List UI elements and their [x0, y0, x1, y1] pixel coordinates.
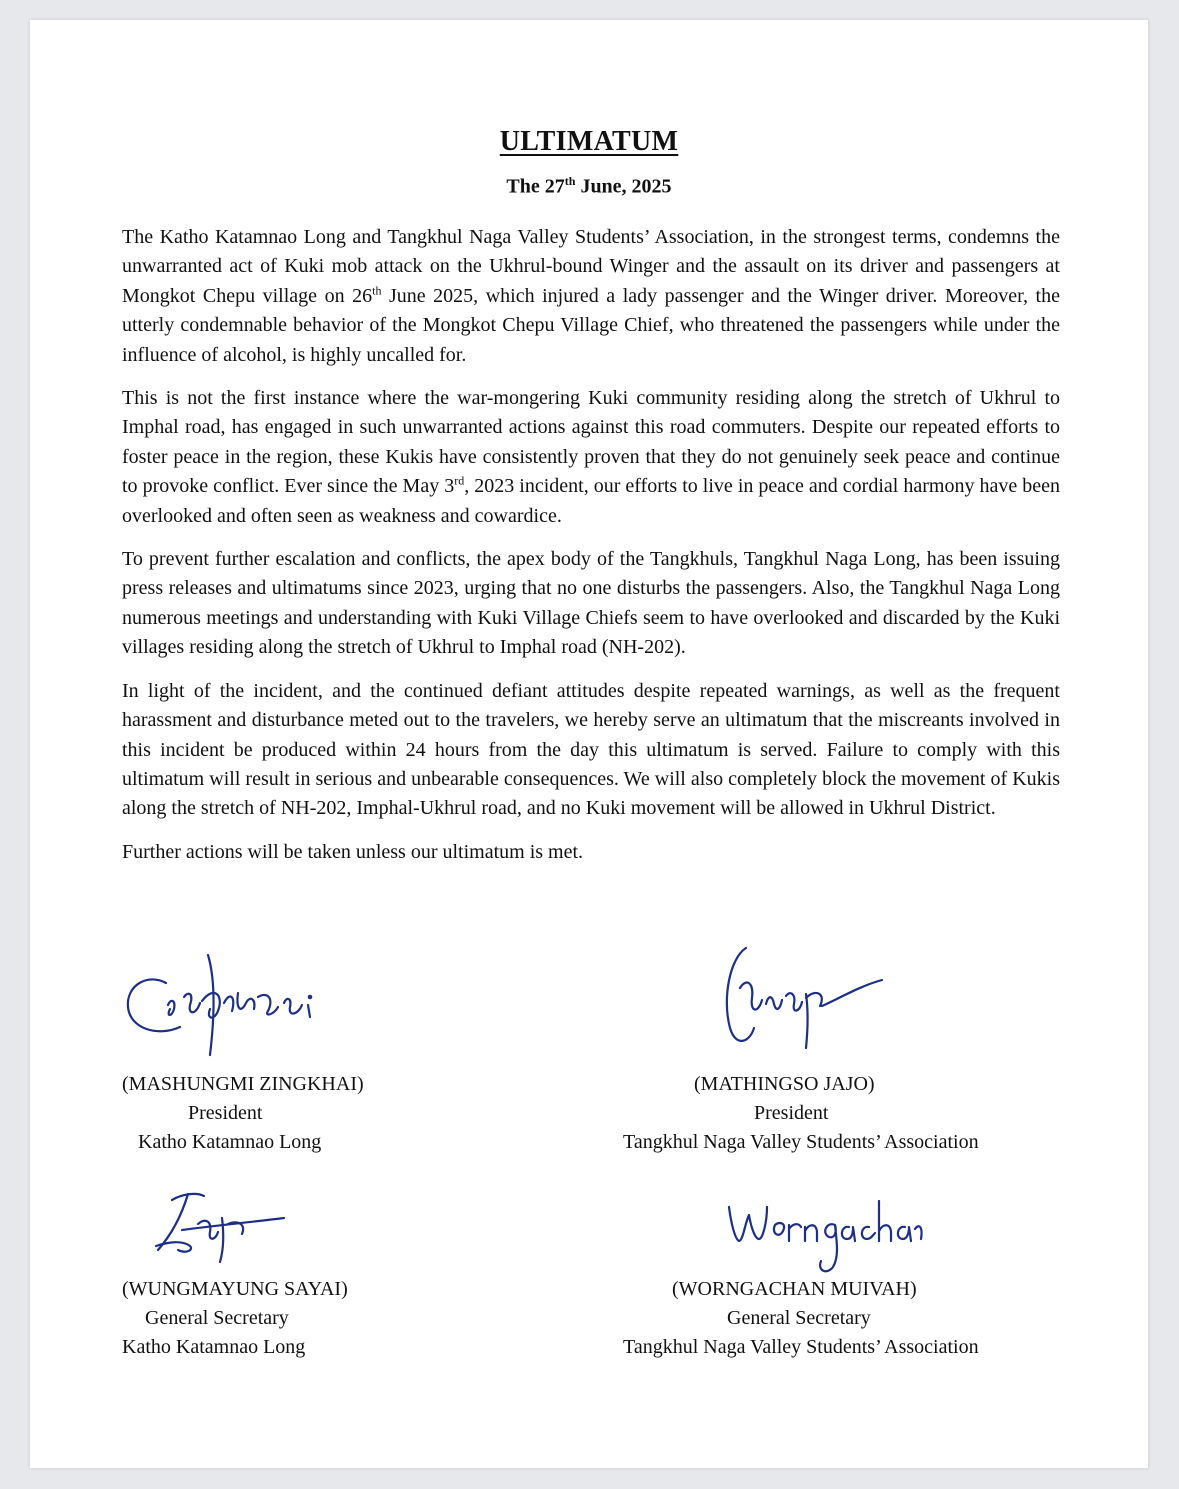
- signatory-4: [623, 1275, 1023, 1362]
- signatory-role: President: [754, 1102, 829, 1124]
- signature-wungmayung: [142, 1188, 292, 1268]
- paragraph-5: Further actions will be taken unless our ultimatum is met.: [122, 840, 584, 863]
- signatory-role: President: [188, 1102, 263, 1124]
- letter-body: [122, 223, 1060, 881]
- paragraph-2: This is not the first instance where the war-mongering Kuki community residing along the stretch of Ukhrul to Imphal road, has engaged in such unwarranted actions against this road commuters. Despite our repeated efforts to foster peace in the region, these Kukis have consistently proven that they do not genuinely seek peace and continue to provoke conflict. Ever since the May 3rd, 2023 incident, our efforts to live in peace and cordial harmony have been overlooked and often seen as weakness and cowardice.: [122, 387, 1060, 527]
- signatory-3: [122, 1275, 348, 1362]
- paragraph-4: In light of the incident, and the continued defiant attitudes despite repeated warnings, as well as the frequent harassment and disturbance meted out to the travelers, we hereby serve an ultimatum that the miscreants involved in this incident be produced within 24 hours from the day this ultimatum is served. Failure to comply with this ultimatum will result in serious and unbearable consequences. We will also completely block the movement of Kukis along the stretch of NH-202, Imphal-Ukhrul road, and no Kuki movement will be allowed in Ukhrul District.: [122, 679, 1060, 820]
- signatory-role: General Secretary: [145, 1307, 289, 1329]
- signatory-name: (WUNGMAYUNG SAYAI): [122, 1278, 348, 1300]
- letter-page: [30, 20, 1148, 1468]
- signature-mathingso: [710, 938, 890, 1063]
- signatory-2: [623, 1070, 1023, 1157]
- signatory-org: Katho Katamnao Long: [122, 1336, 306, 1358]
- signatory-name: (WORNGACHAN MUIVAH): [672, 1278, 917, 1300]
- signatory-role: General Secretary: [727, 1307, 871, 1329]
- paragraph-1: The Katho Katamnao Long and Tangkhul Naga Valley Students’ Association, in the strongest terms, condemns the unwarranted act of Kuki mob attack on the Ukhrul-bound Winger and the assault on its driver and passengers at Mongkot Chepu village on 26th June 2025, which injured a lady passenger and the Winger driver. Moreover, the utterly condemnable behavior of the Mongkot Chepu Village Chief, who threatened the passengers while under the influence of alcohol, is highly uncalled for.: [122, 226, 1060, 366]
- document-date: The 27th June, 2025: [506, 174, 672, 198]
- signatory-name: (MASHUNGMI ZINGKHAI): [122, 1073, 364, 1095]
- signatory-org: Tangkhul Naga Valley Students’ Association: [623, 1336, 979, 1358]
- signatory-org: Tangkhul Naga Valley Students’ Association: [623, 1131, 979, 1153]
- signatory-org: Katho Katamnao Long: [138, 1131, 322, 1153]
- signature-worngachan: [723, 1193, 923, 1283]
- signature-zingkhai: [118, 945, 318, 1065]
- signatory-name: (MATHINGSO JAJO): [694, 1073, 875, 1095]
- signatory-1: [122, 1070, 364, 1157]
- paragraph-3: To prevent further escalation and conflicts, the apex body of the Tangkhuls, Tangkhul Naga Long, has been issuing press releases and ultimatums since 2023, urging that no one disturbs the passengers. Also, the Tangkhul Naga Long numerous meetings and understanding with Kuki Village Chiefs seem to have overlooked and discarded by the Kuki villages residing along the stretch of Ukhrul to Imphal road (NH-202).: [122, 548, 1060, 659]
- document-title: ULTIMATUM: [499, 126, 679, 157]
